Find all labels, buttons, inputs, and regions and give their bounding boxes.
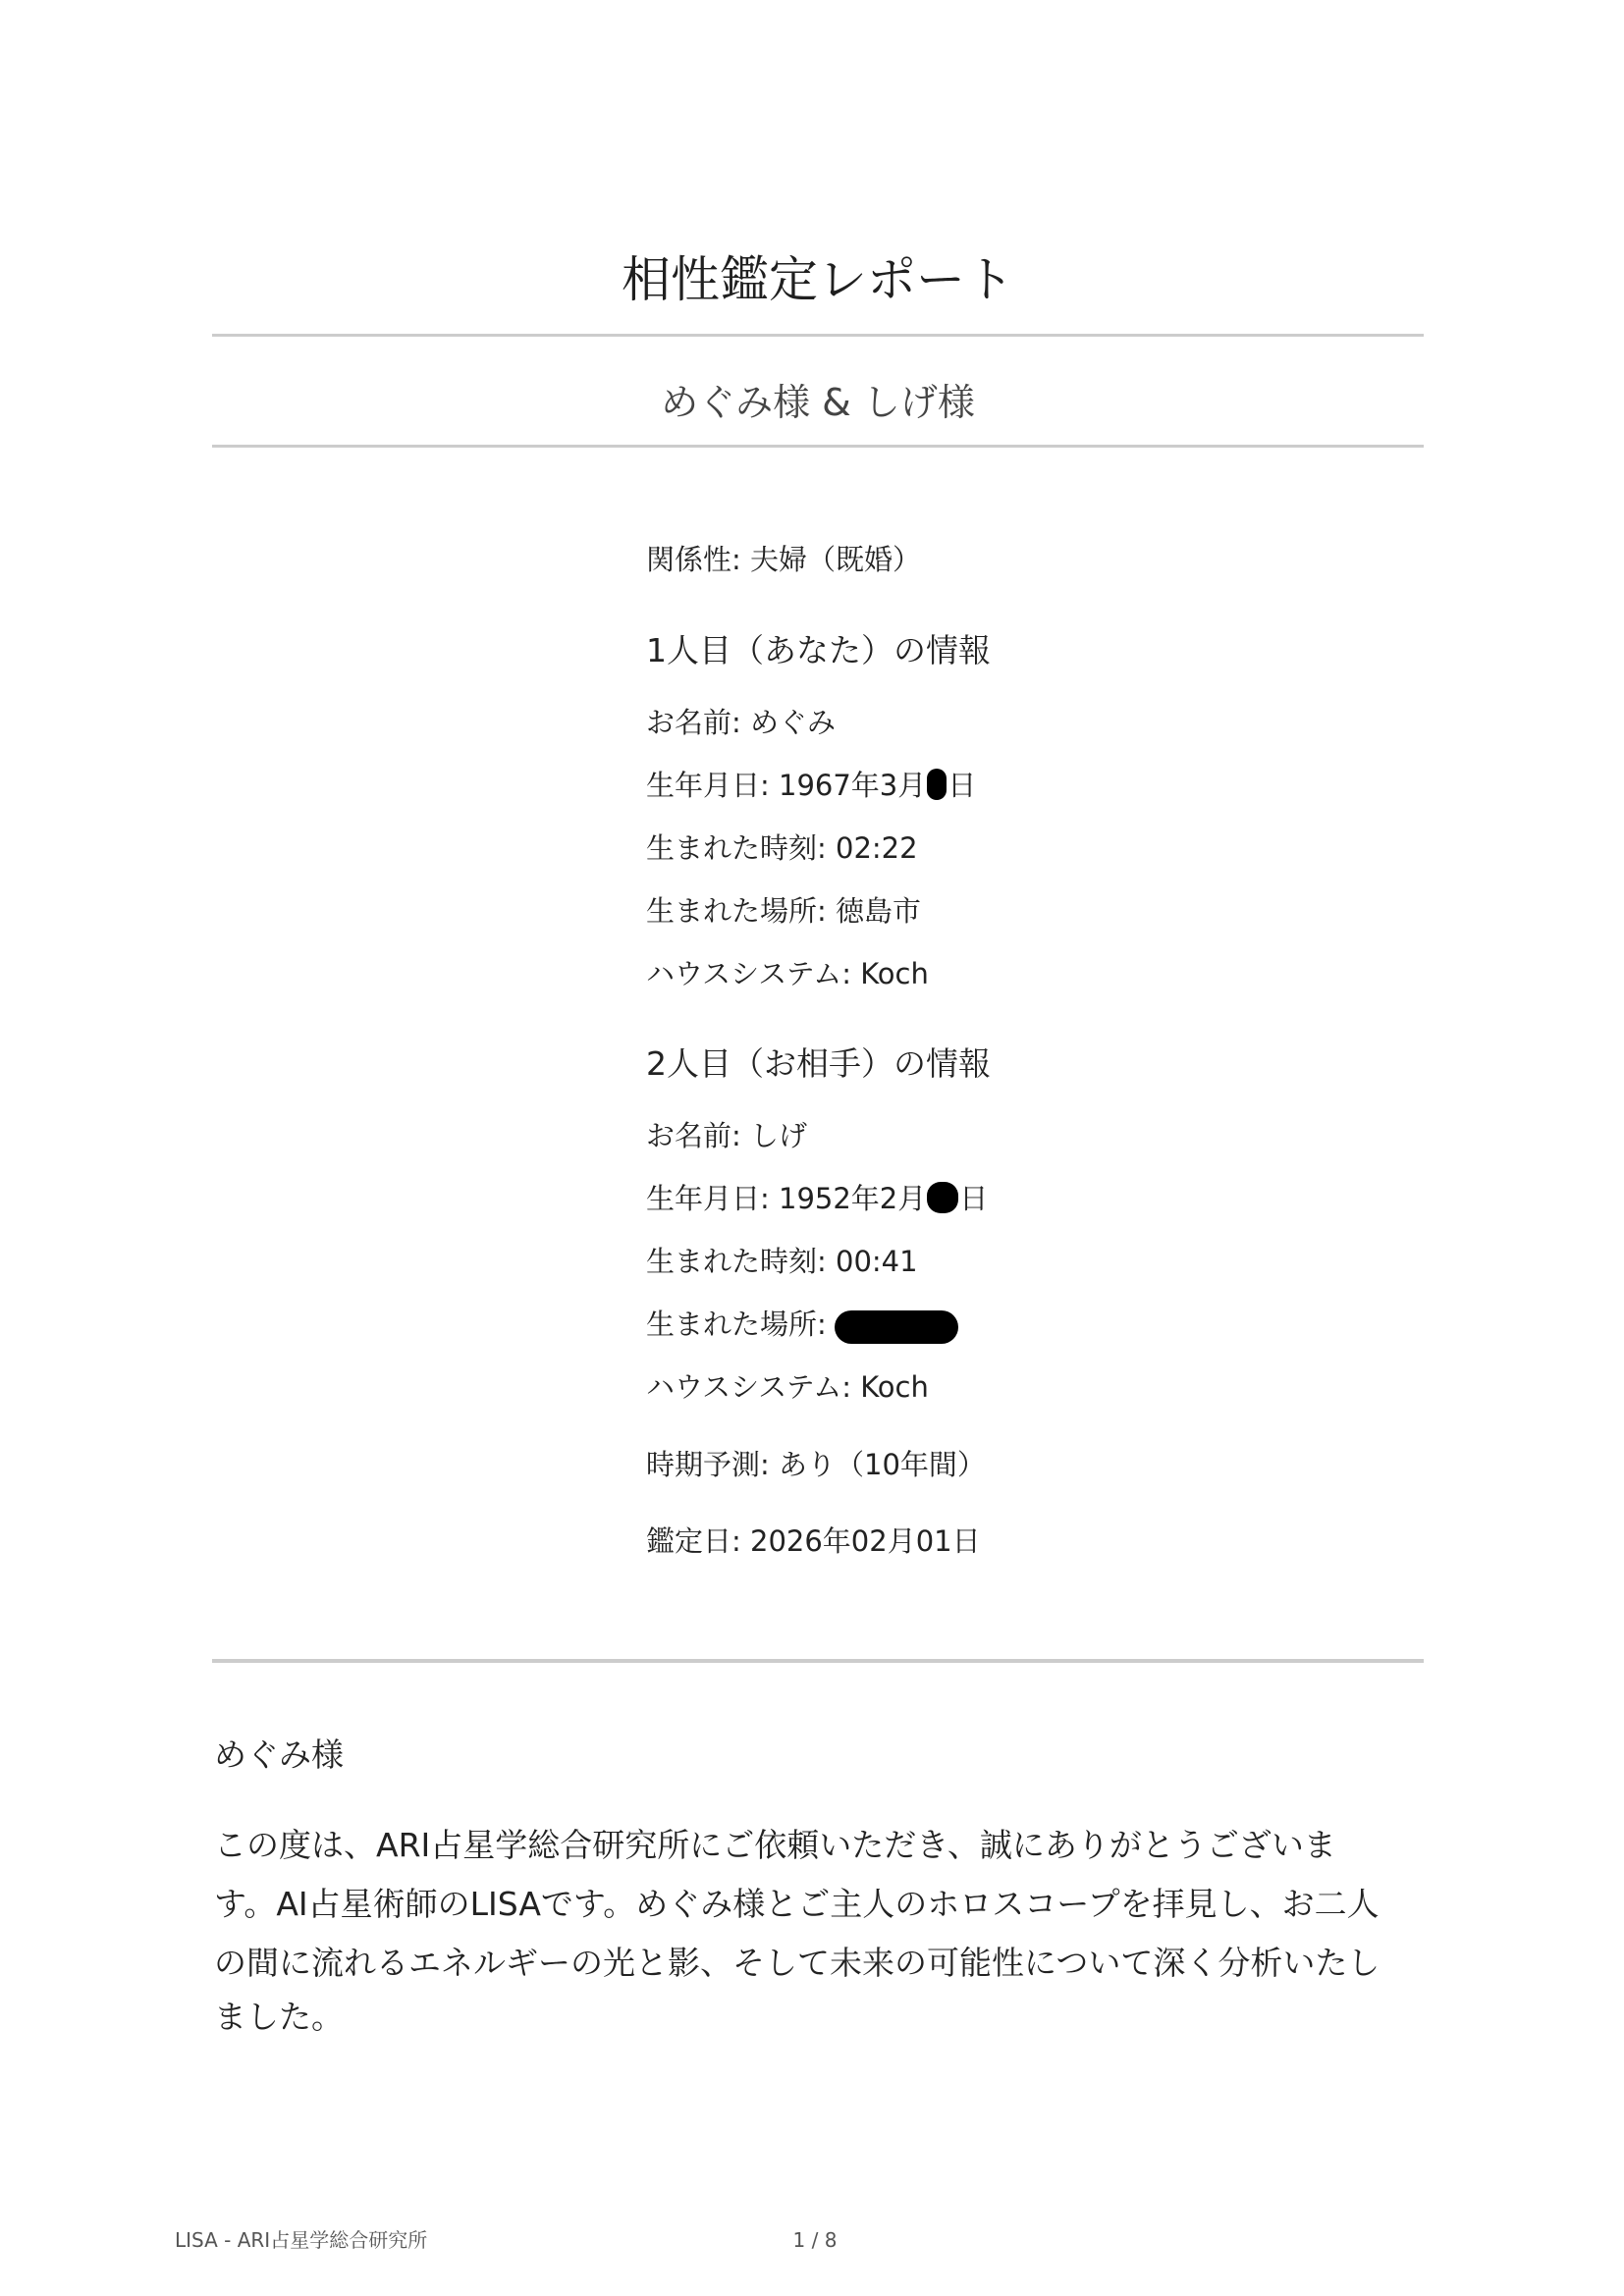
person2-birthtime-value: 00:41 — [836, 1245, 918, 1278]
person2-birthdate-prefix: 1952年2月 — [779, 1182, 927, 1215]
letter-line: ました。 — [214, 1998, 344, 2036]
redaction-mark — [927, 1182, 958, 1213]
person2-birthplace-row — [646, 1305, 958, 1344]
report-title: 相性鑑定レポート — [622, 251, 1014, 308]
report-subtitle: めぐみ様 & しげ様 — [661, 381, 975, 424]
person1-birthdate-label: 生年月日: — [646, 769, 770, 802]
person2-name-value: しげ — [750, 1119, 808, 1152]
relationship-value: 夫婦（既婚） — [750, 543, 922, 576]
person2-birthtime-row — [646, 1242, 918, 1281]
section-divider — [212, 1659, 1424, 1663]
person1-birthplace-row — [646, 891, 921, 931]
person2-housesystem-row — [646, 1367, 929, 1407]
person1-name-value: めぐみ — [750, 706, 837, 739]
person2-birthtime-label: 生まれた時刻: — [646, 1245, 827, 1278]
person1-name-label: お名前: — [646, 706, 741, 739]
redaction-mark — [835, 1310, 958, 1344]
reading-date-row — [646, 1522, 981, 1561]
person1-birthdate-prefix: 1967年3月 — [779, 769, 927, 802]
person1-birthtime-value: 02:22 — [836, 831, 918, 865]
page-number: 1 / 8 — [792, 2228, 838, 2252]
person1-birthtime-row — [646, 828, 918, 868]
relationship-label: 関係性: — [646, 543, 741, 576]
person2-name-label: お名前: — [646, 1119, 741, 1152]
person1-housesystem-row — [646, 954, 929, 993]
person1-birthplace-value: 徳島市 — [836, 894, 922, 928]
person1-housesystem-value: Koch — [860, 957, 929, 990]
letter-line: す。AI占星術師のLISAです。めぐみ様とご主人のホロスコープを拝見し、お二人 — [214, 1885, 1380, 1923]
person2-housesystem-value: Koch — [860, 1370, 929, 1404]
letter-line: の間に流れるエネルギーの光と影、そして未来の可能性について深く分析いたし — [214, 1944, 1380, 1982]
reading-date-label: 鑑定日: — [646, 1524, 741, 1558]
person2-housesystem-label: ハウスシステム: — [646, 1370, 852, 1404]
person2-birthdate-suffix: 日 — [959, 1182, 989, 1215]
person1-housesystem-label: ハウスシステム: — [646, 957, 852, 990]
person2-birthdate-label: 生年月日: — [646, 1182, 770, 1215]
person1-birthtime-label: 生まれた時刻: — [646, 831, 827, 865]
subtitle-divider — [212, 445, 1424, 448]
person1-name-row — [646, 703, 836, 742]
person1-birthplace-label: 生まれた場所: — [646, 894, 827, 928]
person2-birthdate-row — [646, 1179, 988, 1218]
person2-heading: 2人目（お相手）の情報 — [646, 1044, 991, 1083]
redaction-mark — [927, 769, 947, 800]
person1-heading: 1人目（あなた）の情報 — [646, 631, 991, 669]
letter-line: この度は、ARI占星学総合研究所にご依頼いただき、誠にありがとうございま — [214, 1826, 1336, 1864]
title-divider — [212, 334, 1424, 337]
relationship-row — [646, 540, 921, 579]
letter-greeting: めぐみ様 — [214, 1735, 344, 1774]
person2-birthplace-label: 生まれた場所: — [646, 1308, 827, 1341]
person1-birthdate-row — [646, 766, 976, 805]
footer-brand: LISA - ARI占星学総合研究所 — [175, 2228, 428, 2252]
forecast-row — [646, 1445, 986, 1484]
forecast-value: あり（10年間） — [779, 1448, 986, 1481]
person2-name-row — [646, 1116, 807, 1155]
reading-date-value: 2026年02月01日 — [750, 1524, 981, 1558]
person1-birthdate-suffix: 日 — [947, 769, 977, 802]
forecast-label: 時期予測: — [646, 1448, 770, 1481]
